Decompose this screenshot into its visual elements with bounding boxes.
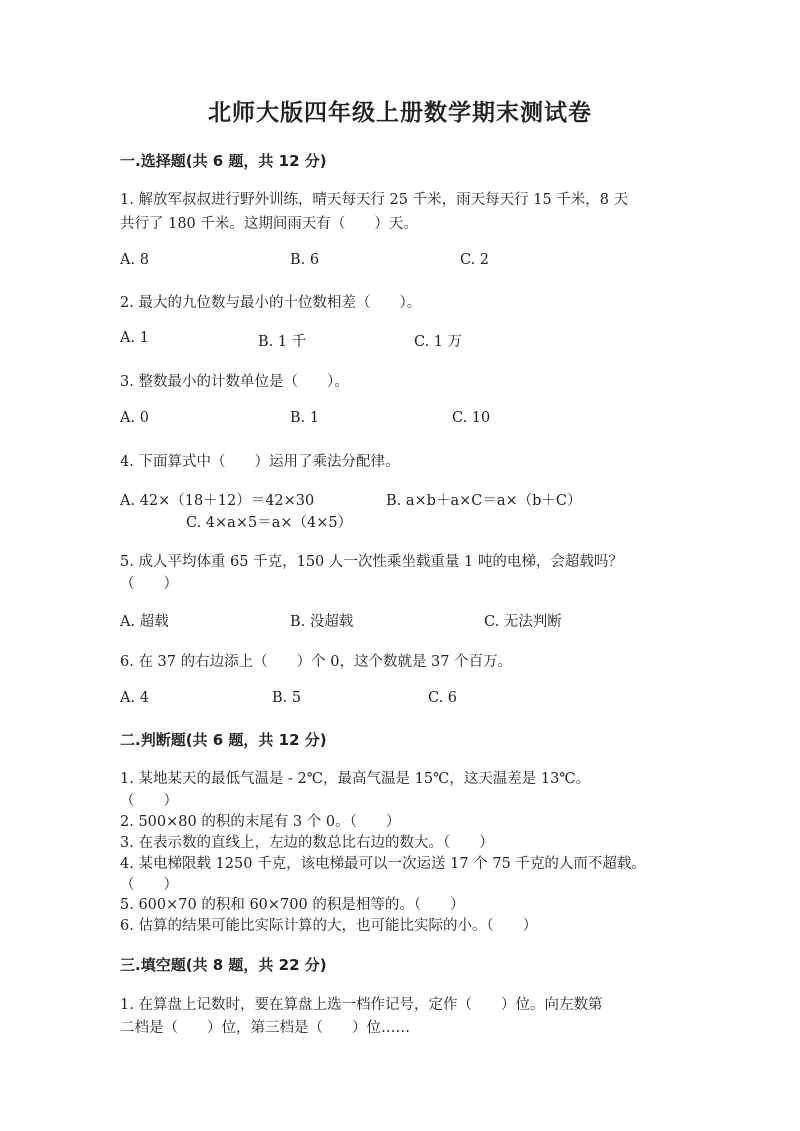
page-title: 北师大版四年级上册数学期末测试卷: [208, 100, 592, 126]
question-line: 1. 解放军叔叔进行野外训练，晴天每天行 25 千米，雨天每天行 15 千米，8 天: [120, 192, 629, 208]
option-b: B. 6: [290, 252, 320, 268]
statement-line: 2. 500×80 的积的末尾有 3 个 0。（ ）: [120, 814, 401, 830]
option-a: A. 42×（18＋12）＝42×30: [120, 493, 315, 509]
statement-line: 5. 600×70 的积和 60×700 的积是相等的。（ ）: [120, 897, 465, 913]
option-a: A. 8: [120, 252, 149, 268]
option-c: C. 2: [460, 252, 490, 268]
statement-line: 6. 估算的结果可能比实际计算的大，也可能比实际的小。（ ）: [120, 918, 538, 934]
option-a: A. 4: [120, 690, 149, 706]
option-c: C. 1 万: [414, 334, 463, 350]
question-line: 1. 在算盘上记数时，要在算盘上选一档作记号，定作（ ）位。向左数第: [120, 997, 603, 1013]
option-b: B. 5: [272, 690, 302, 706]
question-line: 3. 整数最小的计数单位是（ ）。: [120, 374, 349, 390]
question-line: 二档是（ ）位，第三档是（ ）位……: [120, 1020, 410, 1036]
section-heading-judgement: 二.判断题(共 6 题，共 12 分): [120, 731, 327, 749]
question-line: （ ）: [120, 576, 178, 592]
option-b: B. 1: [290, 410, 320, 426]
option-c: C. 无法判断: [484, 614, 562, 630]
statement-line: （ ）: [120, 793, 178, 809]
option-b: B. a×b＋a×C＝a×（b＋C）: [386, 493, 582, 509]
question-line: 6. 在 37 的右边添上（ ）个 0，这个数就是 37 个百万。: [120, 654, 513, 670]
option-c: C. 4×a×5＝a×（4×5）: [186, 515, 353, 531]
statement-line: 4. 某电梯限载 1250 千克，该电梯最可以一次运送 17 个 75 千克的人而不超载。: [120, 856, 646, 872]
question-line: 2. 最大的九位数与最小的十位数相差（ ）。: [120, 295, 422, 311]
statement-line: 3. 在表示数的直线上，左边的数总比右边的数大。（ ）: [120, 835, 494, 851]
question-line: 共行了 180 千米。这期间雨天有（ ）天。: [120, 216, 418, 232]
option-c: C. 10: [452, 410, 491, 426]
option-a: A. 0: [120, 410, 149, 426]
option-a: A. 1: [120, 330, 149, 346]
statement-line: （ ）: [120, 877, 178, 893]
question-line: 5. 成人平均体重 65 千克，150 人一次性乘坐载重量 1 吨的电梯，会超载吗？: [120, 554, 623, 570]
question-line: 4. 下面算式中（ ）运用了乘法分配律。: [120, 454, 400, 470]
option-b: B. 1 千: [258, 334, 307, 350]
option-c: C. 6: [428, 690, 458, 706]
section-heading-fill: 三.填空题(共 8 题，共 22 分): [120, 956, 327, 974]
option-b: B. 没超载: [290, 614, 354, 630]
statement-line: 1. 某地某天的最低气温是 - 2℃，最高气温是 15℃，这天温差是 13℃。: [120, 771, 591, 787]
option-a: A. 超载: [120, 614, 169, 630]
section-heading-choice: 一.选择题(共 6 题，共 12 分): [120, 152, 327, 170]
